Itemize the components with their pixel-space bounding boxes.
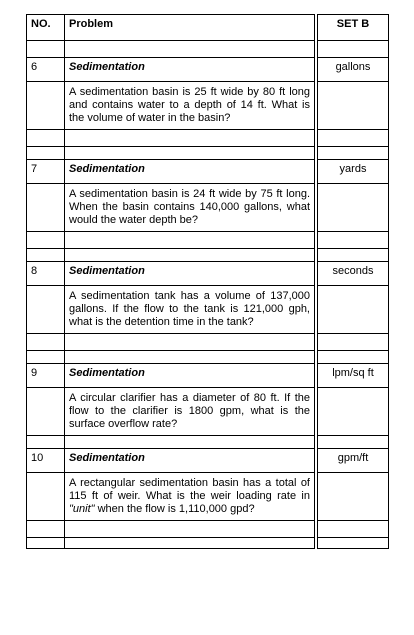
set-b-answer-cell [318,388,389,436]
problem-title-row [27,58,389,82]
problem-body-row [27,388,389,436]
header-no: NO. [27,15,65,41]
problem-title-row [27,262,389,286]
problem-body-row [27,286,389,334]
set-b-answer-cell [318,82,389,130]
unit-placeholder: "unit" [69,503,95,515]
problem-text-part: when the flow is 1,110,000 gpd? [94,503,255,515]
problem-text: A sedimentation basin is 25 ft wide by 80 ft long and contains water to a depth of 14 ft. What is the volume of water in the basin? [65,82,315,130]
problem-sheet [26,14,388,549]
problem-number: 10 [27,449,65,473]
problem-body-row [27,184,389,232]
problem-number: 7 [27,160,65,184]
problem-title-row [27,160,389,184]
problem-text: A sedimentation tank has a volume of 137,000 gallons. If the flow to the tank is 121,000 gph, what is the detention time in the tank? [65,286,315,334]
problem-number: 6 [27,58,65,82]
problem-text-part: A rectangular sedimentation basin has a total of 115 ft of weir. What is the weir loading rate in [69,477,310,502]
problem-text: A sedimentation basin is 24 ft wide by 75 ft long. When the basin contains 140,000 gallons, what would the water depth be? [65,184,315,232]
problem-body-row [27,473,389,521]
header-set-b: SET B [318,15,389,41]
problem-text [65,473,315,521]
header-problem: Problem [65,15,315,41]
problems-table [26,14,389,549]
header-row [27,15,389,41]
problem-title: Sedimentation [65,262,315,286]
set-b-unit: gpm/ft [318,449,389,473]
set-b-unit: gallons [318,58,389,82]
set-b-answer-cell [318,473,389,521]
set-b-unit: yards [318,160,389,184]
problem-number: 9 [27,364,65,388]
set-b-answer-cell [318,184,389,232]
set-b-unit: lpm/sq ft [318,364,389,388]
problem-number: 8 [27,262,65,286]
problem-body-row [27,82,389,130]
problem-title: Sedimentation [65,58,315,82]
problem-title: Sedimentation [65,449,315,473]
problem-title-row [27,364,389,388]
set-b-unit: seconds [318,262,389,286]
problem-title: Sedimentation [65,364,315,388]
problem-title: Sedimentation [65,160,315,184]
problem-text: A circular clarifier has a diameter of 80 ft. If the flow to the clarifier is 1800 gpm, what is the surface overflow rate? [65,388,315,436]
set-b-answer-cell [318,286,389,334]
problem-title-row [27,449,389,473]
